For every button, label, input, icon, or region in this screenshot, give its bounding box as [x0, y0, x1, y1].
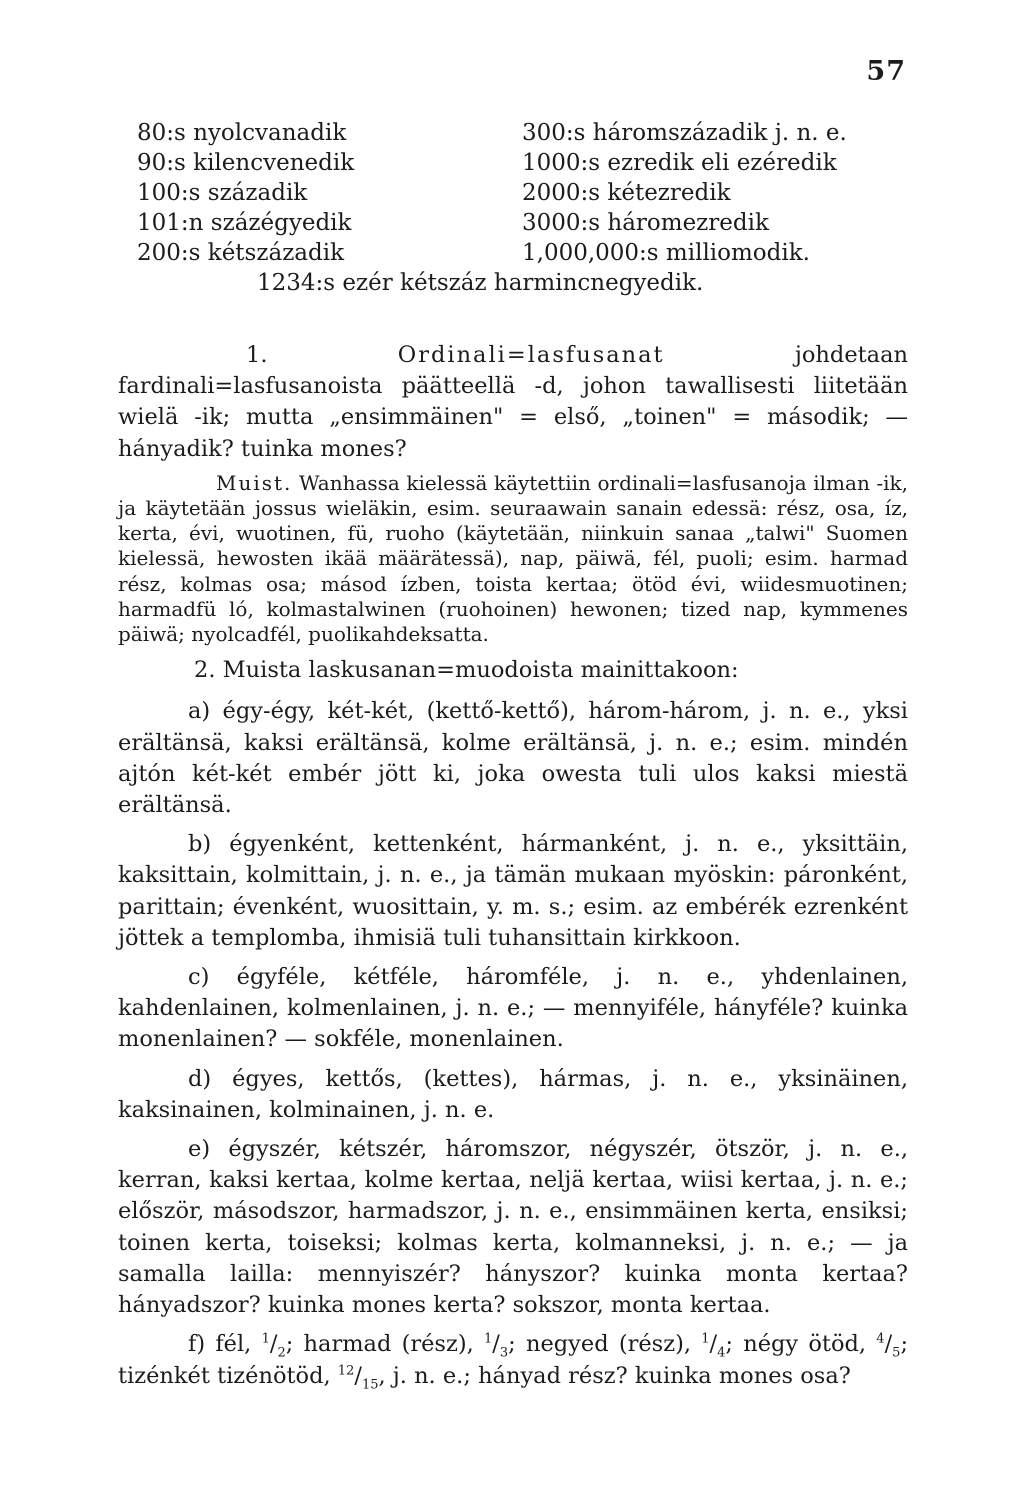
note-label: Muist.: [216, 470, 293, 495]
ordinal-row: [137, 118, 907, 148]
page-number: 57: [866, 56, 906, 87]
list-item: [118, 962, 908, 1056]
fraction-numerator: 12: [337, 1363, 355, 1378]
ordinal-left: 100:s századik: [137, 180, 308, 206]
ordinal-right: 1000:s ezredik eli ezéredik: [522, 150, 837, 176]
item-label: a): [188, 698, 211, 725]
section-1: [118, 340, 908, 465]
item-text: ; tizénkét tizénötöd,: [118, 1331, 909, 1389]
section-1-title: Ordinali=lasfusanat: [397, 342, 665, 368]
ordinal-left: 200:s kétszázadik: [137, 240, 345, 266]
ordinal-left: 90:s kilencvenedik: [137, 150, 355, 176]
fraction-numerator: 1: [261, 1331, 270, 1347]
section-2-heading: 2. Muista laskusanan=muodoista mainittakoon:: [194, 657, 739, 684]
note-paragraph: [118, 471, 908, 647]
fraction-numerator: 4: [876, 1331, 885, 1347]
item-text: ; harmad (rész),: [285, 1331, 474, 1358]
list-item-fractions: f) fél, $^1/_2$; harmad (rész), $^1/_3$; negyed (rész), $^1/_4$; négy ötöd, $^4/_5$; tizénkét tizénötöd, $^{12}/_{15}$, j. n. e.; hányad rész? kuinka mones osa?: [118, 1331, 909, 1392]
item-text: fél,: [215, 1331, 252, 1358]
item-label: b): [188, 831, 212, 858]
list-item: [118, 1134, 908, 1321]
ordinal-right: 300:s háromszázadik j. n. e.: [522, 120, 847, 146]
ordinal-right: 2000:s kétezredik: [522, 180, 731, 206]
list-item: [118, 1064, 908, 1126]
item-label: d): [188, 1065, 212, 1092]
item-text: ; negyed (rész),: [508, 1331, 692, 1358]
body-text: [118, 340, 908, 1392]
ordinal-right: 1,000,000:s milliomodik.: [522, 240, 810, 266]
fraction-denominator: 15: [361, 1377, 379, 1392]
item-label: e): [188, 1136, 211, 1163]
item-label: c): [188, 964, 210, 991]
fraction-numerator: 1: [484, 1331, 493, 1347]
list-item: [118, 696, 908, 821]
item-text: égyszér, kétszér, háromszor, négyszér, ötször, j. n. e., kerran, kaksi kertaa, kolme kertaa, neljä kertaa, wiisi kertaa, j. n. e.; először, másodszor, harmadszor, j. n. e., ensimmäinen kerta, ensiksi; toinen kerta, toiseksi; kolmas kerta, kolmanneksi, j. n. e.; — ja samalla lailla: mennyiszér? hányszor? kuinka monta kertaa? hányadszor? kuinka mones kerta? sokszor, monta kertaa.: [118, 1136, 908, 1319]
item-text: , j. n. e.; hányad rész? kuinka mones osa?: [378, 1362, 851, 1389]
fraction-denominator: 2: [277, 1345, 286, 1361]
ordinal-right: 3000:s háromezredik: [522, 210, 769, 236]
note-text: Wanhassa kielessä käytettiin ordinali=lasfusanoja ilman -ik, ja käytetään jossus wieläkin, esim. seuraawain sanain edessä: rész, osa, íz, kerta, évi, wuotinen, fü, ruoho (käytetään, niinkuin sanaa „talwi" Suomen kielessä, hewosten ikää määrätessä), nap, päiwä, fél, puoli; esim. harmad rész, kolmas osa; másod ízben, toista kertaa; ötöd évi, wiidesmuotinen; harmadfü ló, kolmastalwinen (ruohoinen) hewonen; tized nap, kymmenes päiwä; nyolcadfél, puolikahdeksatta.: [118, 470, 908, 647]
ordinal-row: [137, 178, 907, 208]
section-1-label: 1.: [246, 342, 268, 368]
item-text: ; négy ötöd,: [725, 1331, 867, 1358]
ordinal-last-line: 1234:s ezér kétszáz harmincnegyedik.: [257, 270, 704, 296]
ordinal-row: [137, 148, 907, 178]
fraction-denominator: 5: [892, 1345, 901, 1361]
item-text: égyenként, kettenként, hármanként, j. n. e., yksittäin, kaksittain, kolmittain, j. n. e., ja tämän mukaan myöskin: páronként, parittain; évenként, wuosittain, y. m. s.; esim. az embérék ezrenként jöttek a templomba, ihmisiä tuli tuhansittain kirkkoon.: [118, 831, 909, 951]
fraction-numerator: 1: [701, 1331, 710, 1347]
ordinal-left: 101:n százégyedik: [137, 210, 352, 236]
fraction-denominator: 4: [717, 1345, 726, 1361]
item-label: f): [188, 1331, 206, 1358]
ordinal-table: [137, 118, 907, 298]
list-item: [118, 829, 908, 954]
ordinal-row: [137, 208, 907, 238]
section-1-text: johdetaan fardinali=lasfusanoista päätteellä -d, johon tawallisesti liitetään wielä -ik; mutta „ensimmäinen" = első, „toinen" = második; — hányadik? tuinka mones?: [118, 342, 908, 462]
ordinal-row: [137, 238, 907, 268]
ordinal-left: 80:s nyolcvanadik: [137, 120, 347, 146]
fraction-denominator: 3: [499, 1345, 509, 1361]
item-text: égy-égy, két-két, (kettő-kettő), három-három, j. n. e., yksi erältänsä, kaksi erältänsä, kolme erältänsä, j. n. e.; esim. mindén ajtón két-két embér jött ki, joka owesta tuli ulos kaksi miestä erältänsä.: [118, 698, 909, 819]
item-text: égyféle, kétféle, háromféle, j. n. e., yhdenlainen, kahdenlainen, kolmenlainen, j. n. e.; — mennyiféle, hányféle? kuinka monenlainen? — sokféle, monenlainen.: [118, 964, 909, 1053]
item-text: égyes, kettős, (kettes), hármas, j. n. e., yksinäinen, kaksinainen, kolminainen, j. n. e.: [118, 1065, 908, 1123]
